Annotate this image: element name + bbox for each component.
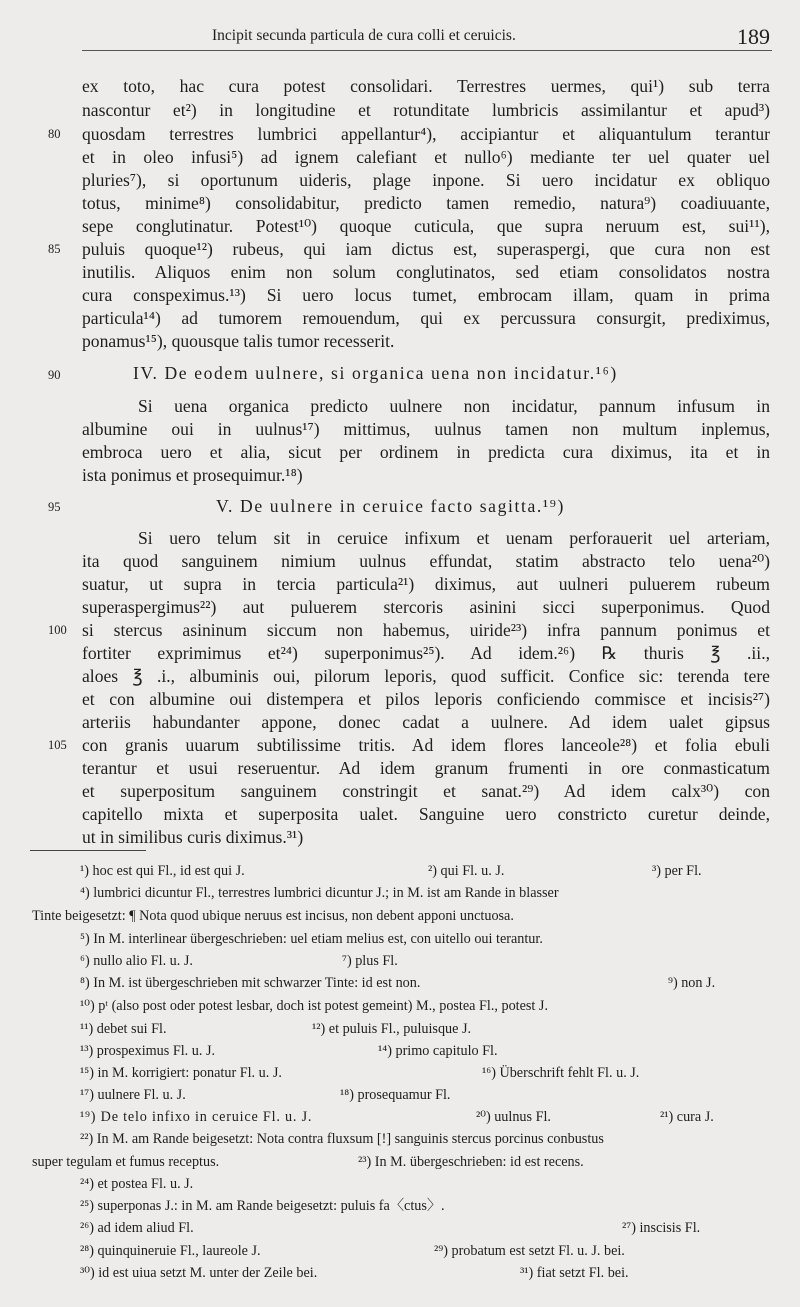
body-line: et superpositum sanguinem constringit et sanat.²⁹) Ad idem calx³⁰) con [82, 781, 770, 801]
footnote: ³¹) fiat setzt Fl. bei. [520, 1265, 629, 1281]
body-line: embroca uero et alia, sicut per ordinem in predicta cura diximus, ita et in [82, 442, 770, 462]
footnote: ¹⁷) uulnere Fl. u. J. [80, 1087, 186, 1103]
footnote: ¹⁵) in M. korrigiert: ponatur Fl. u. J. [80, 1065, 282, 1081]
footnote: ²¹) cura J. [660, 1109, 714, 1125]
body-line: totus, minime⁸) consolidabitur, predicto tamen remedio, natura⁹) coadiuuante, [82, 193, 770, 213]
body-line: si stercus asininum siccum non habemus, uiride²³) infra pannum ponimus et [82, 620, 770, 640]
footnote: ²³) In M. übergeschrieben: id est recens. [358, 1154, 584, 1170]
footnote: ¹⁸) prosequamur Fl. [340, 1087, 451, 1103]
body-line: superaspergimus²²) aut puluerem stercoris asinini sicci superponimus. Quod [82, 597, 770, 617]
footnote: ¹⁴) primo capitulo Fl. [378, 1043, 498, 1059]
footnote: ⁵) In M. interlinear übergeschrieben: uel etiam melius est, con uitello oui terantur. [80, 931, 543, 947]
footnote: ¹¹) debet sui Fl. [80, 1021, 167, 1037]
footnote: ²⁶) ad idem aliud Fl. [80, 1220, 194, 1236]
line-number: 100 [48, 623, 67, 637]
footnote: ¹⁶) Überschrift fehlt Fl. u. J. [482, 1065, 640, 1081]
line-number: 105 [48, 738, 67, 752]
footnote: ⁶) nullo alio Fl. u. J. [80, 953, 193, 969]
body-line: suatur, ut supra in tercia particula²¹) diximus, aut uulneri puluerem rubeum [82, 574, 770, 594]
body-line: terantur et usui reseruentur. Ad idem granum frumenti in ore conmasticatum [82, 758, 770, 778]
footnote: ¹⁹) De telo infixo in ceruice Fl. u. J. [80, 1109, 313, 1125]
body-line: sepe conglutinatur. Potest¹⁰) quoque cuticula, que supra neruum est, sui¹¹), [82, 216, 770, 236]
footnote: ¹³) prospeximus Fl. u. J. [80, 1043, 216, 1059]
footnote: ¹²) et puluis Fl., puluisque J. [312, 1021, 472, 1037]
footnote: ²⁷) inscisis Fl. [622, 1220, 701, 1236]
footnote: ³⁰) id est uiua setzt M. unter der Zeile bei. [80, 1265, 318, 1281]
body-line: Si uero telum sit in ceruice infixum et uenam perforauerit uel arteriam, [138, 528, 770, 548]
line-number: 90 [48, 368, 61, 382]
footnote: ²⁹) probatum est setzt Fl. u. J. bei. [434, 1243, 625, 1259]
footnote: ⁴) lumbrici dicuntur Fl., terrestres lumbrici dicuntur J.; in M. ist am Rande in blasser [80, 885, 559, 901]
body-line: aloes ℥ .i., albuminis oui, pilorum leporis, quod sufficit. Confice sic: terenda tere [82, 666, 770, 686]
footnote: ³) per Fl. [652, 863, 702, 879]
body-line: nascontur et²) in longitudine et rotunditate lumbricis assimilantur et apud³) [82, 100, 770, 120]
line-number: 85 [48, 242, 61, 256]
footnote: ²⁸) quinquineruie Fl., laureole J. [80, 1243, 261, 1259]
footnote-continuation: super tegulam et fumus receptus. [32, 1154, 220, 1170]
body-line: puluis quoque¹²) rubeus, qui iam dictus est, superaspergi, que cura non est [82, 239, 770, 259]
footnote: ²⁰) uulnus Fl. [476, 1109, 551, 1125]
footnote: ⁸) In M. ist übergeschrieben mit schwarzer Tinte: id est non. [80, 975, 421, 991]
footnote: ²) qui Fl. u. J. [428, 863, 505, 879]
section-heading: V. De uulnere in ceruice facto sagitta.¹⁹) [216, 496, 565, 516]
footnote: ¹) hoc est qui Fl., id est qui J. [80, 863, 245, 879]
footnote: ²²) In M. am Rande beigesetzt: Nota contra fluxsum [!] sanguinis stercus porcinus conbustus [80, 1131, 604, 1147]
footnote: ¹⁰) pᵗ (also post oder potest lesbar, doch ist potest gemeint) M., postea Fl., potest J. [80, 998, 548, 1014]
footnote-rule [30, 850, 146, 851]
body-line: ex toto, hac cura potest consolidari. Terrestres uermes, qui¹) sub terra [82, 76, 770, 96]
body-line: ita quod sanguinem nimium uulnus effundat, statim abstracto telo uena²⁰) [82, 551, 770, 571]
line-number: 80 [48, 127, 61, 141]
body-line: ponamus¹⁵), quousque talis tumor recesserit. [82, 331, 395, 351]
section-heading: IV. De eodem uulnere, si organica uena non incidatur.¹⁶) [133, 363, 618, 383]
body-line: albumine oui in uulnus¹⁷) mittimus, uulnus tamen non multum inplemus, [82, 419, 770, 439]
footnote: ⁹) non J. [668, 975, 716, 991]
body-line: ista ponimus et prosequimur.¹⁸) [82, 465, 303, 485]
body-line: con granis uuarum subtilissime tritis. Ad idem flores lanceole²⁸) et folia ebuli [82, 735, 770, 755]
body-line: et in oleo infusi⁵) ad ignem calefiant et nullo⁶) mediante ter uel quater uel [82, 147, 770, 167]
body-line: Si uena organica predicto uulnere non incidatur, pannum infusum in [138, 396, 770, 416]
running-title: Incipit secunda particula de cura colli et ceruicis. [212, 27, 516, 44]
body-line: inutilis. Aliquos enim non solum conglutinatos, sed etiam consolidatos nostra [82, 262, 770, 282]
body-line: particula¹⁴) ad tumorem remouendum, qui ex percussura consurgit, prediximus, [82, 308, 770, 328]
body-line: quosdam terrestres lumbrici appellantur⁴), accipiantur et aliquantulum terantur [82, 124, 770, 144]
header-rule [82, 50, 772, 51]
footnote: ²⁵) superponas J.: in M. am Rande beigesetzt: puluis fa〈ctus〉. [80, 1198, 445, 1214]
footnote: ⁷) plus Fl. [342, 953, 398, 969]
body-line: arteriis habundanter appone, donec cadat a uulnere. Ad idem ualet gipsus [82, 712, 770, 732]
body-line: ut in similibus curis diximus.³¹) [82, 827, 304, 847]
body-line: cura conspeximus.¹³) Si uero locus tumet, embrocam illam, quam in prima [82, 285, 770, 305]
footnote: ²⁴) et postea Fl. u. J. [80, 1176, 194, 1192]
body-line: et con albumine oui distempera et pilos leporis conficiendo commisce et incisis²⁷) [82, 689, 770, 709]
line-number: 95 [48, 500, 61, 514]
body-line: pluries⁷), si oportunum uideris, plage inpone. Si uero incidatur ex obliquo [82, 170, 770, 190]
body-line: capitello mixta et superposita ualet. Sanguine uero constricto curetur deinde, [82, 804, 770, 824]
footnote-continuation: Tinte beigesetzt: ¶ Nota quod ubique neruus est incisus, non debent apponi unctuosa. [32, 908, 514, 924]
body-line: fortiter exprimimus et²⁴) superponimus²⁵). Ad idem.²⁶) ℞ thuris ℥ .ii., [82, 643, 770, 663]
page-number: 189 [737, 24, 770, 49]
